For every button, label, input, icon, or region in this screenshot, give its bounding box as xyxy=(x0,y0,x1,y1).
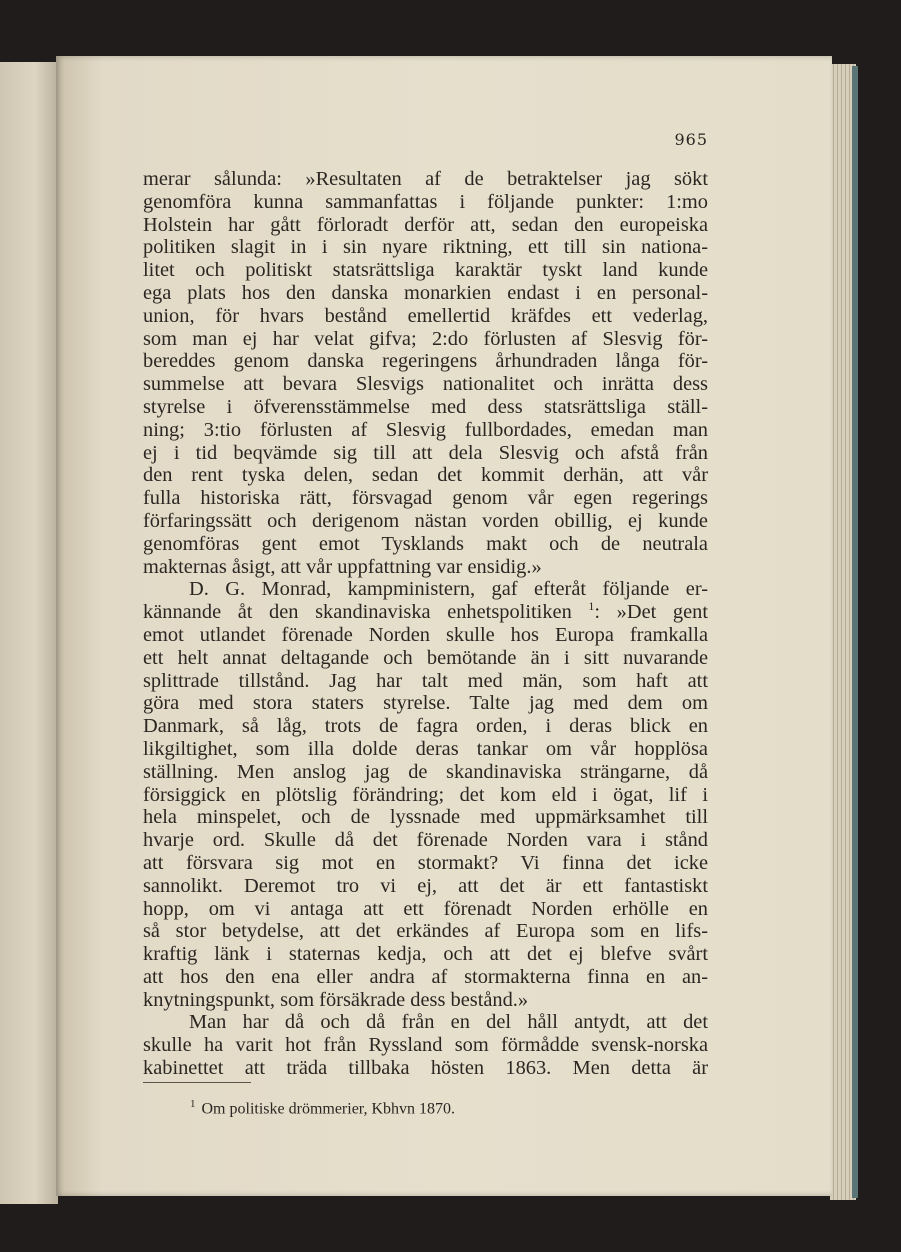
text-line: ning; 3:tio förlusten af Slesvig fullbordades, emedan man xyxy=(143,418,708,441)
text-line: litet och politiskt statsrättsliga karaktär tyskt land kunde xyxy=(143,259,708,282)
text-line: hopp, om vi antaga att ett förenadt Norden erhölle en xyxy=(143,897,708,920)
text-line: kabinettet att träda tillbaka hösten 1863. Men detta är xyxy=(143,1057,708,1080)
text-line: förfaringssätt och derigenom nästan vorden obillig, ej kunde xyxy=(143,509,708,532)
text-line: splittrade tillstånd. Jag har talt med män, som haft att xyxy=(143,669,708,692)
text-line: hvarje ord. Skulle då det förenade Norden vara i stånd xyxy=(143,829,708,852)
text-segment: kännande åt den skandinaviska enhetspolitiken xyxy=(143,601,572,624)
text-line: göra med stora staters styrelse. Talte jag med dem om xyxy=(143,692,708,715)
text-line: union, för hvars bestånd emellertid kräfdes ett vederlag, xyxy=(143,304,708,327)
book-cover-edge xyxy=(852,66,858,1198)
text-line: som man ej har velat gifva; 2:do förlusten af Slesvig för- xyxy=(143,327,708,350)
text-line: försiggick en plötslig förändring; det kom eld i ögat, lif i xyxy=(143,783,708,806)
footnote-number: 1 xyxy=(190,1098,196,1110)
footnote-reference: 1 xyxy=(588,599,595,614)
text-segment: : »Det gent xyxy=(594,601,708,624)
text-line: ega plats hos den danska monarkien endast i en personal- xyxy=(143,281,708,304)
text-line: ett helt annat deltagande och bemötande än i sitt nuvarande xyxy=(143,646,708,669)
text-line: att hos den ena eller andra af stormakterna finna en an- xyxy=(143,965,708,988)
text-line: Man har då och då från en del håll antydt, att det xyxy=(189,1011,708,1034)
text-line: merar sålunda: »Resultaten af de betraktelser jag sökt xyxy=(143,168,708,190)
text-line: kraftig länk i staternas kedja, och att det ej blefve svårt xyxy=(143,943,708,966)
text-line: makternas åsigt, att vår uppfattning var ensidig.» xyxy=(143,555,542,578)
text-line: Danmark, så låg, trots de fagra orden, i deras blick en xyxy=(143,715,708,738)
body-text xyxy=(143,168,708,1080)
footnote-divider xyxy=(143,1082,251,1083)
text-line-with-footnote xyxy=(143,601,708,624)
footnote-text: Om politiske drömmerier, Kbhvn 1870. xyxy=(201,1100,456,1118)
text-line: likgiltighet, som illa dolde deras tankar om vår hopplösa xyxy=(143,737,708,760)
footnote xyxy=(190,1098,455,1118)
text-line: ej i tid beqvämde sig till att dela Slesvig och afstå från xyxy=(143,441,708,464)
text-line: D. G. Monrad, kampministern, gaf efteråt följande er- xyxy=(189,578,708,601)
text-line: emot utlandet förenade Norden skulle hos Europa framkalla xyxy=(143,623,708,646)
text-line: sannolikt. Deremot tro vi ej, att det är ett fantastiskt xyxy=(143,874,708,897)
text-line: fulla historiska rätt, försvagad genom vår egen regerings xyxy=(143,487,708,510)
text-line: så stor betydelse, att det erkändes af Europa som en lifs- xyxy=(143,920,708,943)
text-line: genomföra kunna sammanfattas i följande punkter: 1:mo xyxy=(143,190,708,213)
text-line: skulle ha varit hot från Ryssland som förmådde svensk-norska xyxy=(143,1034,708,1057)
text-line: bereddes genom danska regeringens århundraden långa för- xyxy=(143,350,708,373)
page-number: 965 xyxy=(674,130,708,149)
text-line: att försvara sig mot en stormakt? Vi finna det icke xyxy=(143,851,708,874)
text-line: den rent tyska delen, sedan det kommit derhän, att vår xyxy=(143,464,708,487)
text-line: Holstein har gått förloradt derför att, sedan den europeiska xyxy=(143,213,708,236)
text-line: ställning. Men anslog jag de skandinaviska strängarne, då xyxy=(143,760,708,783)
text-line: politiken slagit in i sin nyare riktning, ett till sin nationa- xyxy=(143,236,708,259)
previous-page-edge xyxy=(0,62,58,1204)
text-line: genomföras gent emot Tysklands makt och de neutrala xyxy=(143,532,708,555)
text-line: knytningspunkt, som försäkrade dess bestånd.» xyxy=(143,988,529,1011)
text-line: styrelse i öfverensstämmelse med dess statsrättsliga ställ- xyxy=(143,395,708,418)
text-line: summelse att bevara Slesvigs nationalitet och inrätta dess xyxy=(143,373,708,396)
text-line: hela minspelet, och de lyssnade med uppmärksamhet till xyxy=(143,806,708,829)
